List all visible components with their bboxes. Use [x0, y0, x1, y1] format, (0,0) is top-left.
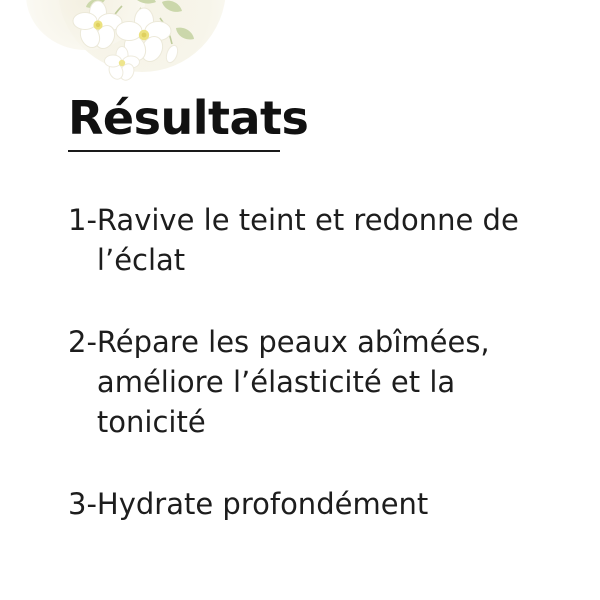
page-title-block [68, 92, 308, 152]
results-list [68, 200, 568, 524]
cream-blob-large [58, 0, 226, 72]
list-item [68, 322, 568, 442]
list-item-label: Répare les peaux abîmées, améliore l’élasticité et la tonicité [96, 325, 490, 439]
list-item-number: 3- [68, 487, 97, 521]
cream-blob-small [26, 0, 146, 50]
list-item-label: Hydrate profondément [96, 487, 429, 521]
list-item-number: 2- [68, 325, 97, 359]
title-underline-divider [68, 150, 280, 152]
jasmine-flowers-icon [36, 0, 206, 93]
list-item [68, 484, 568, 524]
list-item-label: Ravive le teint et redonne de l’éclat [96, 203, 519, 277]
list-item [68, 200, 568, 280]
list-item-number: 1- [68, 203, 97, 237]
page-title: Résultats [68, 91, 309, 145]
